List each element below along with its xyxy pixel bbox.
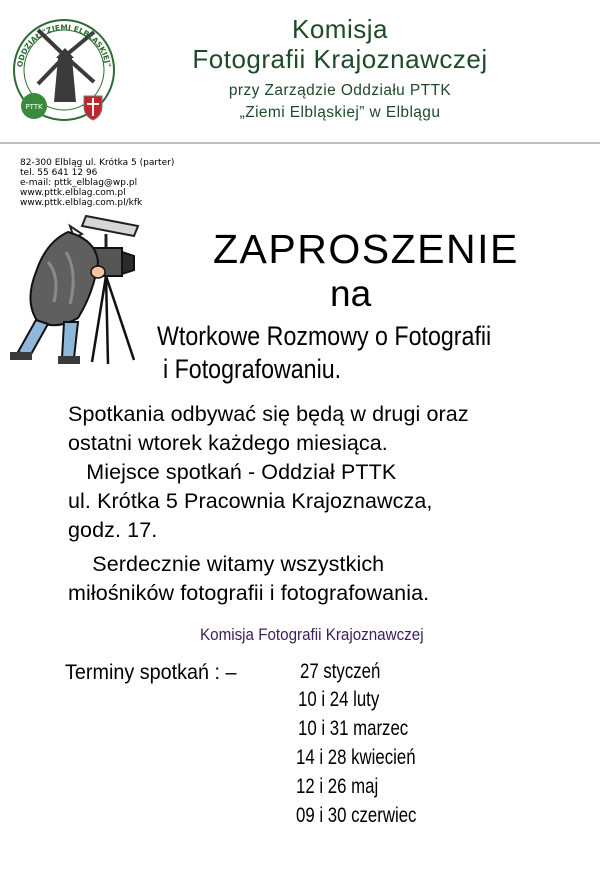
- schedule-date: 14 i 28 kwiecień: [296, 746, 416, 769]
- contact-address: 82-300 Elbląg ul. Krótka 5 (parter): [20, 158, 175, 168]
- org-title-line2: Fotografii Krajoznawczej: [192, 44, 488, 74]
- schedule-date: 10 i 31 marzec: [298, 717, 409, 740]
- contact-phone: tel. 55 641 12 96: [20, 168, 98, 178]
- contact-website-kfk-link[interactable]: www.pttk.elblag.com.pl/kfk: [20, 198, 143, 208]
- body-line-3: Miejsce spotkań - Oddział PTTK: [68, 460, 397, 484]
- logo-ring-text: ODDZIAŁ "ZIEMI ELBLĄSKIEJ": [15, 22, 113, 68]
- body-line-2: ostatni wtorek każdego miesiąca.: [68, 431, 388, 455]
- schedule-date: 09 i 30 czerwiec: [296, 804, 417, 827]
- pttk-logo: [8, 10, 120, 132]
- windmill-logo-graphic: [8, 10, 120, 132]
- body-line-1: Spotkania odbywać się będą w drugi oraz: [68, 402, 469, 426]
- body-line-4: ul. Krótka 5 Pracownia Krajoznawcza,: [68, 489, 433, 513]
- contact-website-link[interactable]: www.pttk.elblag.com.pl: [20, 188, 126, 198]
- badge-text: PTTK: [25, 103, 43, 111]
- body-line-7: miłośników fotografii i fotografowania.: [68, 581, 430, 605]
- invitation-na: na: [330, 273, 372, 314]
- schedule-label: Terminy spotkań : –: [65, 660, 237, 684]
- camera-photographer-icon: [8, 212, 153, 368]
- event-name-line1: Wtorkowe Rozmowy o Fotografii: [157, 321, 492, 351]
- org-title-line1: Komisja: [292, 14, 388, 44]
- org-subtitle-line1: przy Zarządzie Oddziału PTTK: [228, 82, 452, 99]
- header-divider: [0, 142, 600, 144]
- body-line-5: godz. 17.: [68, 518, 158, 542]
- org-subtitle-line2: „Ziemi Elbląskiej” w Elblągu: [239, 104, 441, 121]
- photographer-illustration: [8, 212, 153, 368]
- contact-email[interactable]: e-mail: pttk_elblag@wp.pl: [20, 178, 138, 188]
- schedule-date: 27 styczeń: [300, 660, 381, 683]
- event-name-line2: i Fotografowaniu.: [163, 354, 342, 384]
- signature-commission: Komisja Fotografii Krajoznawczej: [200, 626, 424, 644]
- schedule-date: 10 i 24 luty: [298, 688, 380, 711]
- invitation-title: ZAPROSZENIE: [213, 226, 519, 272]
- schedule-date: 12 i 26 maj: [296, 775, 379, 798]
- body-line-6: Serdecznie witamy wszystkich: [68, 552, 385, 576]
